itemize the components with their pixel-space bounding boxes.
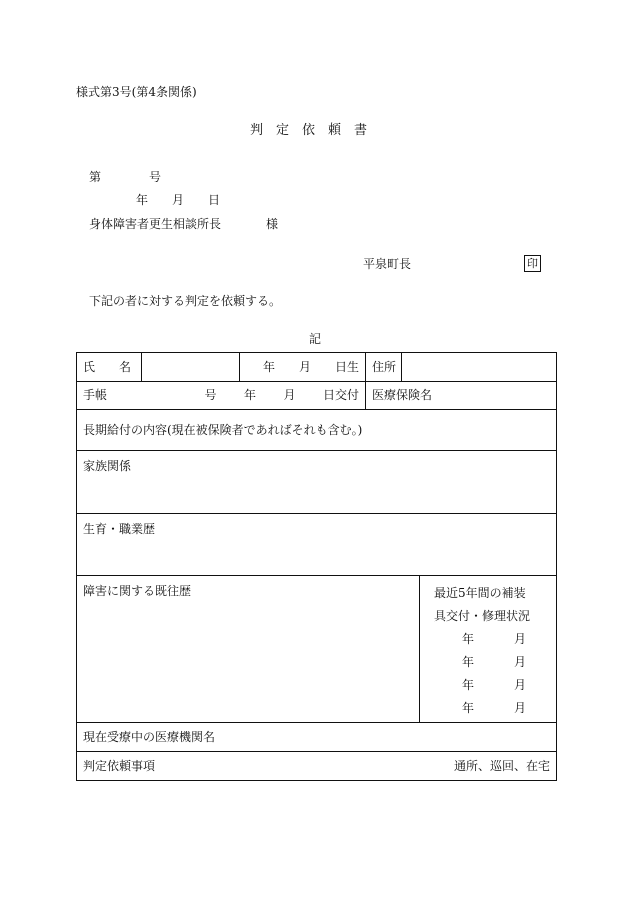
name-value-cell xyxy=(142,353,240,382)
upbringing-label: 生育・職業歴 xyxy=(83,522,156,536)
address-label: 住所 xyxy=(372,359,397,374)
document-title: 判 定 依 頼 書 xyxy=(250,123,368,138)
long-term-benefit-cell xyxy=(77,410,557,451)
request-items-label: 判定依頼事項 xyxy=(83,758,156,773)
long-term-benefit-label: 長期給付の内容(現在被保険者であればそれも含む。) xyxy=(83,422,363,437)
equipment-label-line2: 具交付・修理状況 xyxy=(434,609,531,623)
honorific: 様 xyxy=(266,217,279,231)
disability-history-label: 障害に関する既往歴 xyxy=(83,584,192,598)
family-cell xyxy=(77,451,557,514)
medical-institution-label: 現在受療中の医療機関名 xyxy=(83,729,216,744)
techo-year: 年 xyxy=(243,388,256,403)
request-form-table xyxy=(76,352,557,781)
equipment-label-line1: 最近5年間の補装 xyxy=(434,586,526,600)
medical-institution-cell xyxy=(77,723,557,752)
address-value-cell xyxy=(402,353,557,382)
number-prefix: 第 xyxy=(89,170,102,184)
family-label: 家族関係 xyxy=(83,459,132,473)
equipment-month: 月 xyxy=(513,701,526,715)
equipment-year: 年 xyxy=(462,655,475,669)
equipment-year: 年 xyxy=(462,701,475,715)
birthdate-cell xyxy=(240,353,366,382)
ki-heading: 記 xyxy=(309,332,322,346)
request-text: 下記の者に対する判定を依頼する。 xyxy=(89,294,282,308)
techo-cell xyxy=(77,382,366,410)
equipment-row xyxy=(462,651,526,674)
upbringing-cell xyxy=(77,514,557,576)
techo-label: 手帳 xyxy=(83,388,108,403)
date-month: 月 xyxy=(172,193,185,207)
equipment-year: 年 xyxy=(462,632,475,646)
date-day: 日 xyxy=(208,193,221,207)
sender-name: 平泉町長 xyxy=(363,257,412,271)
request-items-cell xyxy=(77,752,557,781)
addressee: 身体障害者更生相談所長 xyxy=(89,217,222,231)
insurance-label: 医療保険名 xyxy=(372,388,433,403)
techo-go: 号 xyxy=(204,388,217,403)
disability-history-cell xyxy=(77,576,420,723)
techo-issued: 日交付 xyxy=(322,388,359,403)
equipment-row xyxy=(462,628,526,651)
equipment-month: 月 xyxy=(513,678,526,692)
insurance-cell xyxy=(366,382,557,410)
techo-month: 月 xyxy=(283,388,296,403)
number-suffix: 号 xyxy=(149,170,162,184)
request-options: 通所、巡回、在宅 xyxy=(453,758,550,773)
name-label-cell xyxy=(77,353,142,382)
equipment-month: 月 xyxy=(513,632,526,646)
seal-stamp: 印 xyxy=(524,255,541,272)
name-label: 氏 名 xyxy=(83,359,132,374)
address-label-cell xyxy=(366,353,402,382)
equipment-row xyxy=(462,674,526,697)
form-id: 様式第3号(第4条関係) xyxy=(76,85,197,99)
equipment-row xyxy=(462,697,526,720)
equipment-year: 年 xyxy=(462,678,475,692)
birthdate-label: 年 月 日生 xyxy=(262,359,359,374)
equipment-month: 月 xyxy=(513,655,526,669)
equipment-status-cell xyxy=(420,576,557,723)
date-year: 年 xyxy=(136,193,149,207)
